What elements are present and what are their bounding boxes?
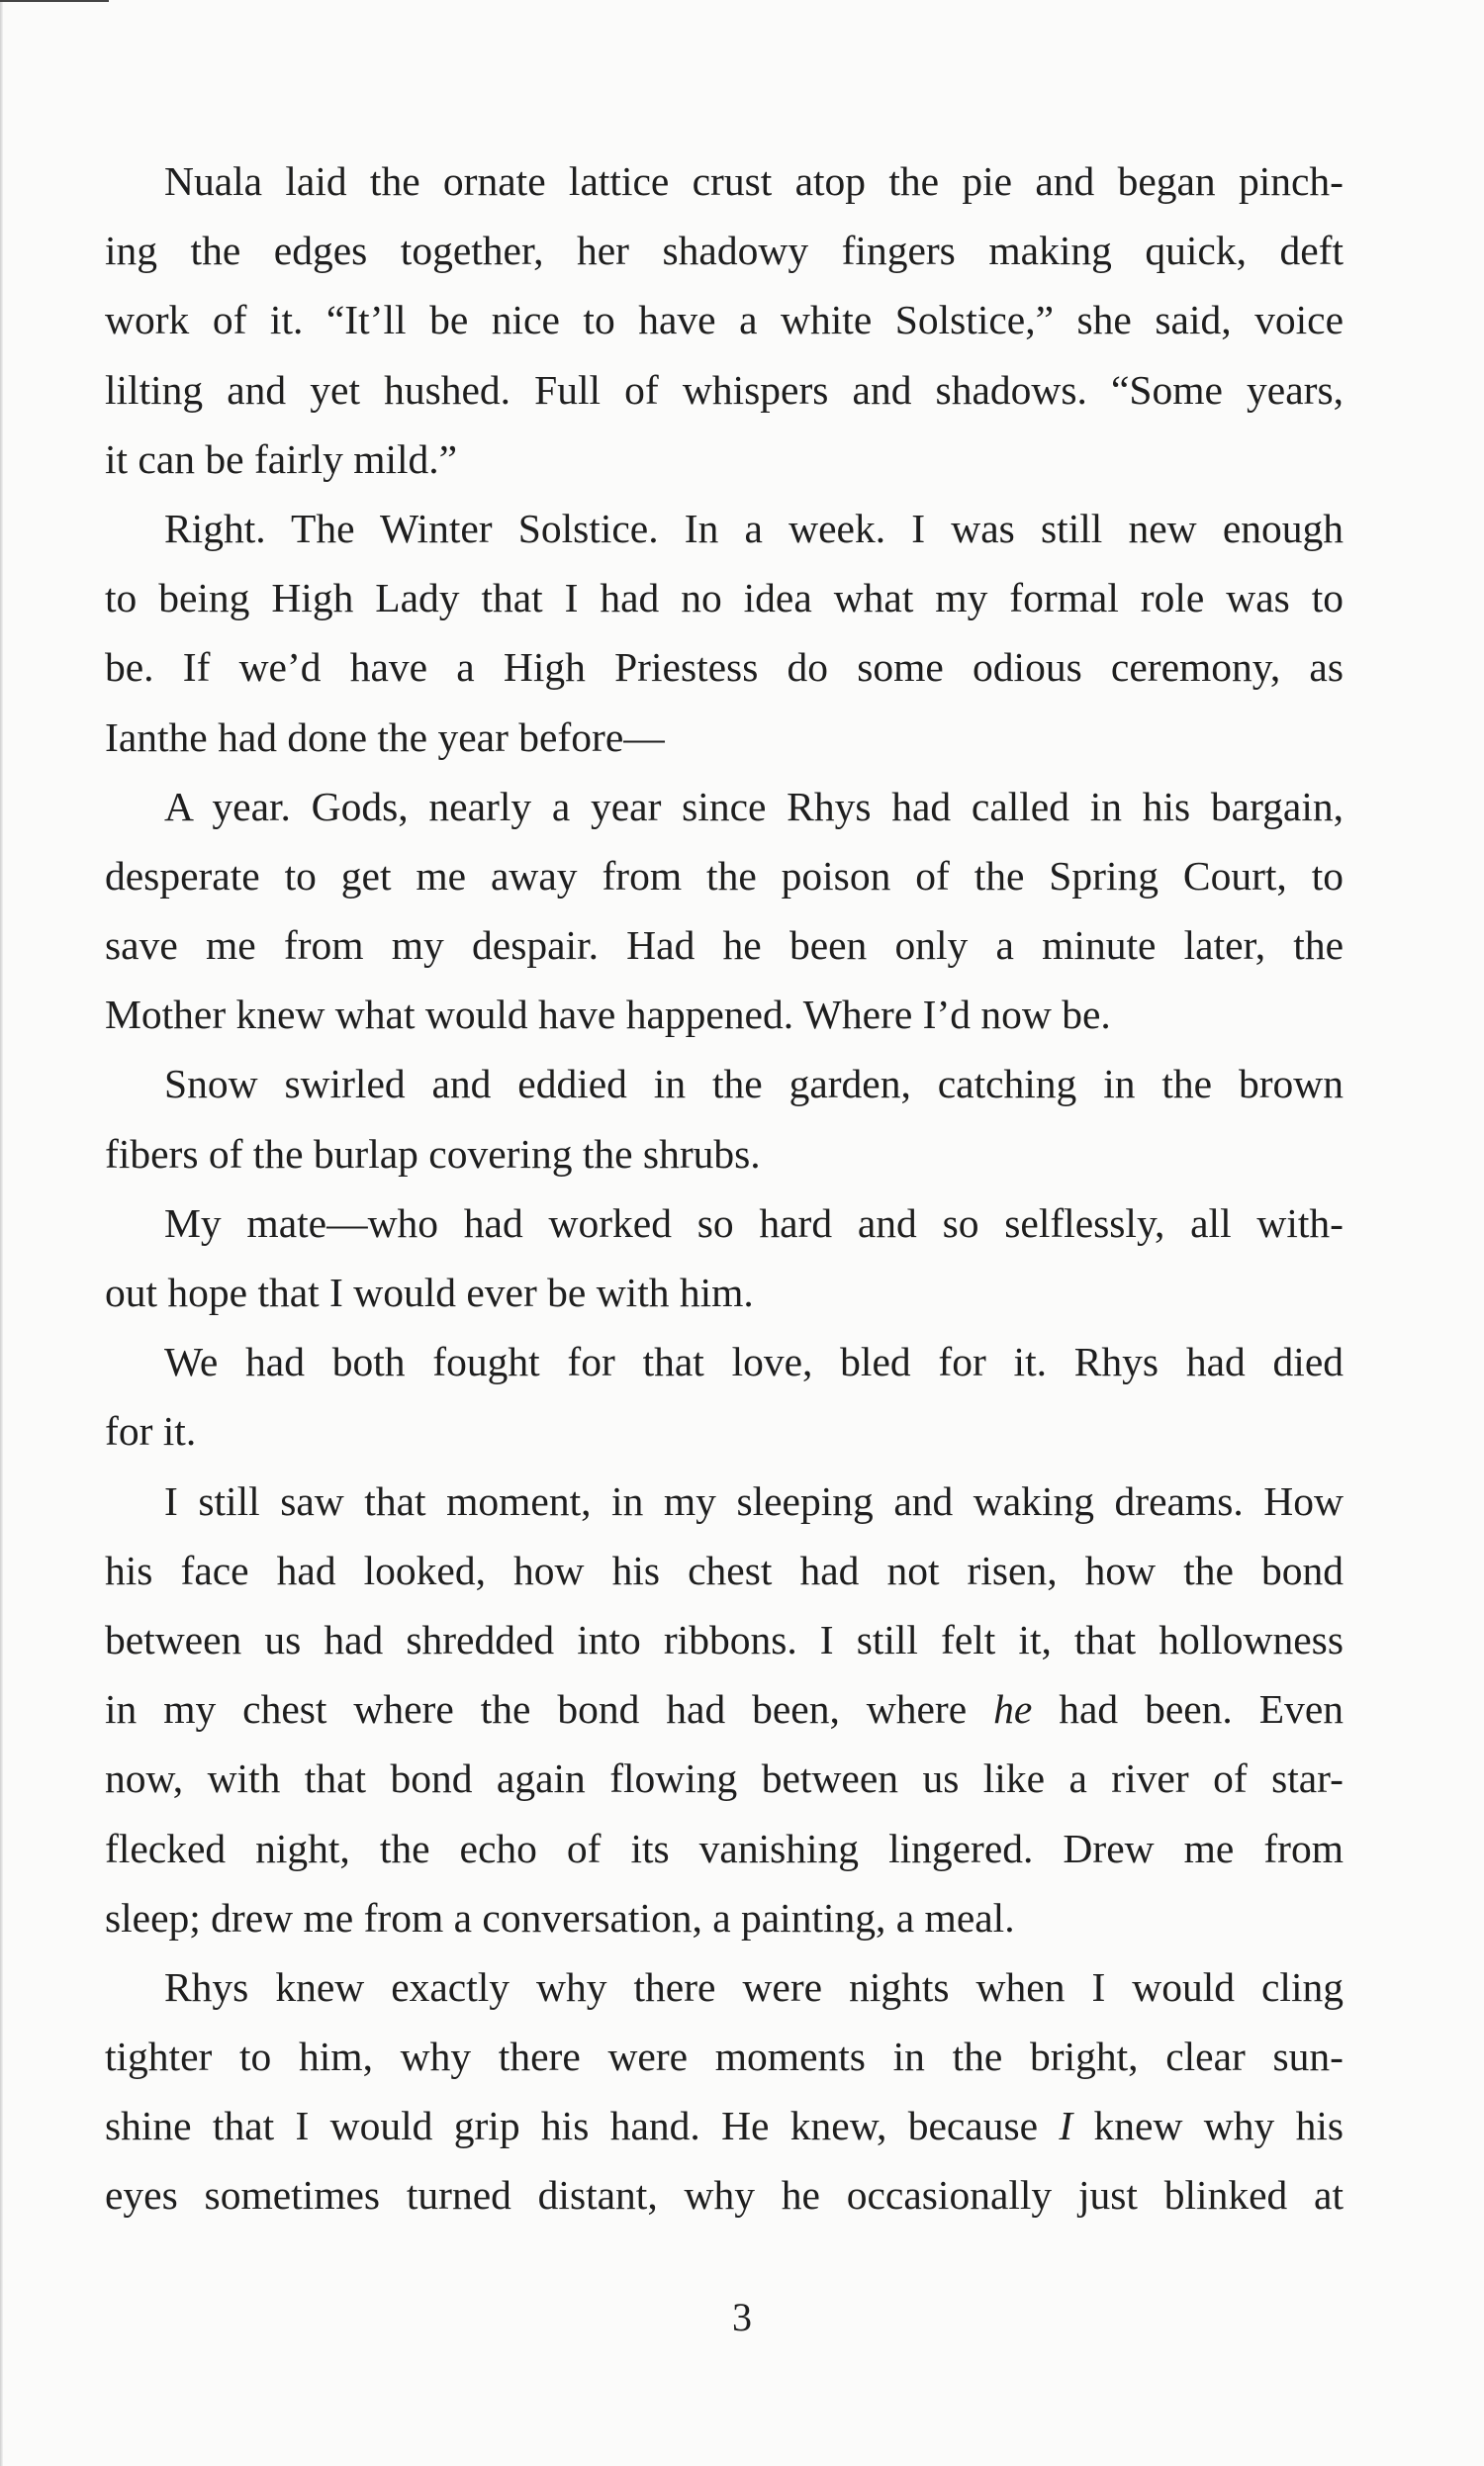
text-line: Mother knew what would have happened. Where I’d now be. <box>105 992 1111 1038</box>
text-line: out hope that I would ever be with him. <box>105 1270 754 1315</box>
text-line: ing the edges together, her shadowy fingers making quick, deft <box>105 228 1344 274</box>
paragraph <box>105 1188 1344 1327</box>
text-line: work of it. “It’ll be nice to have a white Solstice,” she said, voice <box>105 297 1344 343</box>
text-line: My mate—who had worked so hard and so selflessly, all with- <box>164 1199 1344 1246</box>
paragraph <box>105 1952 1344 2230</box>
paragraph <box>105 772 1344 1050</box>
text-line: Right. The Winter Solstice. In a week. I was still new enough <box>164 505 1344 551</box>
text-line: lilting and yet hushed. Full of whispers and shadows. “Some years, <box>105 366 1344 413</box>
paragraph <box>105 146 1344 494</box>
text-segment: shine that I would grip his hand. He knew, because <box>105 2103 1060 2149</box>
text-line: We had both fought for that love, bled for it. Rhys had died <box>164 1339 1344 1385</box>
scan-edge-mark <box>0 0 109 2</box>
text-line: Nuala laid the ornate lattice crust atop the pie and began pinch- <box>164 158 1344 204</box>
text-line: Ianthe had done the year before— <box>105 713 665 760</box>
text-line: sleep; drew me from a conversation, a painting, a meal. <box>105 1894 1015 1941</box>
page-edge-shadow <box>0 0 3 2466</box>
text-line: for it. <box>105 1408 197 1455</box>
paragraph <box>105 1049 1344 1187</box>
text-segment: knew why his <box>1072 2103 1344 2149</box>
text-line: his face had looked, how his chest had not risen, how the bond <box>105 1547 1344 1593</box>
text-line <box>105 1674 1344 1744</box>
text-line: A year. Gods, nearly a year since Rhys had called in his bargain, <box>164 783 1344 829</box>
text-line: to being High Lady that I had no idea what my formal role was to <box>105 575 1344 621</box>
page-number: 3 <box>732 2295 752 2339</box>
text-line: fibers of the burlap covering the shrubs. <box>105 1130 761 1177</box>
text-line: flecked night, the echo of its vanishing lingered. Drew me from <box>105 1825 1344 1871</box>
paragraph <box>105 1327 1344 1466</box>
italic-word: I <box>1059 2103 1073 2149</box>
text-line: Rhys knew exactly why there were nights when I would cling <box>164 1963 1344 2010</box>
text-line: I still saw that moment, in my sleeping and waking dreams. How <box>164 1477 1344 1524</box>
text-segment: had been. Even <box>1032 1686 1344 1733</box>
text-line: save me from my despair. Had he been only a minute later, the <box>105 922 1344 969</box>
text-segment: in my chest where the bond had been, where <box>105 1686 994 1733</box>
italic-word: he <box>993 1686 1033 1733</box>
text-line: now, with that bond again flowing between us like a river of star- <box>105 1755 1344 1802</box>
text-line: it can be fairly mild.” <box>105 435 458 482</box>
paragraph <box>105 1467 1344 1952</box>
text-line: desperate to get me away from the poison of the Spring Court, to <box>105 852 1344 899</box>
text-line <box>105 2091 1344 2160</box>
text-line: be. If we’d have a High Priestess do some odious ceremony, as <box>105 644 1344 691</box>
text-line: eyes sometimes turned distant, why he occasionally just blinked at <box>105 2172 1344 2219</box>
book-page-text <box>105 146 1344 2230</box>
text-line: between us had shredded into ribbons. I still felt it, that hollowness <box>105 1616 1344 1662</box>
text-line: Snow swirled and eddied in the garden, catching in the brown <box>164 1061 1344 1107</box>
text-line: tighter to him, why there were moments in the bright, clear sun- <box>105 2034 1344 2080</box>
paragraph <box>105 494 1344 772</box>
